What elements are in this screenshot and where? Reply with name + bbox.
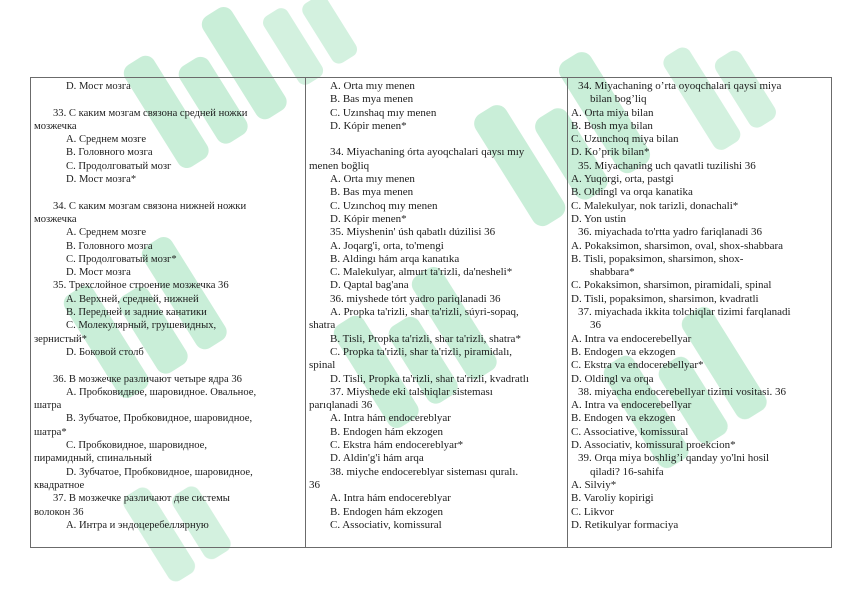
text-line bbox=[568, 346, 831, 359]
line-text: C. Uzınshaq mıy menen bbox=[330, 106, 437, 119]
line-text: 37. Miyshede eki talshiqlar sisteması bbox=[330, 385, 493, 398]
line-text: пирамидный, спинальный bbox=[34, 453, 152, 465]
text-line bbox=[306, 146, 567, 159]
line-text: D. Ko’prik bilan* bbox=[571, 146, 650, 159]
text-line bbox=[31, 253, 305, 266]
line-text: квадратное bbox=[34, 479, 85, 491]
text-line bbox=[306, 293, 567, 306]
text-line bbox=[568, 333, 831, 346]
line-text: D. Мост мозга bbox=[66, 267, 131, 279]
line-text: C. Продолговатый мозг bbox=[66, 160, 172, 172]
text-line bbox=[568, 107, 831, 120]
line-text: 34. Miyachaning órta ayoqchalari qaysı mıy bbox=[330, 146, 525, 159]
line-text: A. Propka ta'rizli, shar ta'rizli, súyri-sopaq, bbox=[330, 306, 519, 319]
line-text: parıqlanadi 36 bbox=[309, 399, 373, 412]
text-line bbox=[31, 226, 305, 239]
text-line bbox=[306, 333, 567, 346]
line-text: шатра bbox=[34, 400, 62, 412]
text-line bbox=[306, 80, 567, 93]
line-text: 34. Miyachaning o’rta oyoqchalari qaysi miya bbox=[578, 80, 782, 92]
text-line bbox=[306, 492, 567, 505]
line-text: 34. С каким мозгам связона нижней ножки bbox=[53, 200, 247, 212]
line-text: B. Aldingı hám arqa kanatıka bbox=[330, 252, 460, 265]
text-line bbox=[31, 492, 305, 505]
column-lines bbox=[31, 78, 305, 532]
line-text: D. Associativ, komissural proekcion* bbox=[571, 439, 736, 452]
line-text: A. Intra hám endocereblyar bbox=[330, 412, 451, 425]
text-line bbox=[306, 399, 567, 412]
text-line bbox=[31, 399, 305, 412]
text-line bbox=[568, 253, 831, 266]
line-text: B. Bosh mya bilan bbox=[571, 119, 653, 132]
text-line bbox=[568, 466, 831, 479]
text-line bbox=[31, 359, 305, 372]
text-line bbox=[31, 293, 305, 306]
line-text: A. Intra va endocerebellyar bbox=[571, 399, 692, 412]
line-text: A. Среднем мозге bbox=[66, 227, 147, 239]
text-line bbox=[31, 452, 305, 465]
line-text: D. Зубчатое, Пробковидное, шаровидное, bbox=[66, 466, 253, 478]
line-text: D. Мост мозга* bbox=[66, 174, 137, 186]
line-text: шатра* bbox=[34, 426, 67, 438]
text-line bbox=[31, 346, 305, 359]
text-line bbox=[568, 160, 831, 173]
text-line bbox=[568, 452, 831, 465]
line-text: A. Пробковидное, шаровидное. Овальное, bbox=[66, 386, 257, 398]
line-text: bilan bog’liq bbox=[590, 93, 647, 106]
line-text: B. Varoliy kopirigi bbox=[571, 492, 654, 505]
column-russian bbox=[30, 77, 306, 548]
line-text: D. Боковой столб bbox=[66, 346, 144, 358]
text-line bbox=[306, 226, 567, 239]
line-text: C. Associative, komissural bbox=[571, 425, 689, 438]
line-text: A. Orta mıy menen bbox=[330, 173, 415, 186]
text-line bbox=[306, 200, 567, 213]
text-line bbox=[306, 426, 567, 439]
text-line bbox=[568, 399, 831, 412]
text-line bbox=[31, 279, 305, 292]
line-text: 33. С каким мозгам связона средней ножки bbox=[53, 107, 248, 119]
text-line bbox=[568, 519, 831, 532]
line-text: spinal bbox=[309, 359, 336, 372]
text-line bbox=[306, 386, 567, 399]
line-text: B. Зубчатое, Пробковидное, шаровидное, bbox=[66, 413, 253, 425]
text-line bbox=[31, 240, 305, 253]
text-line bbox=[31, 439, 305, 452]
line-text: A. Joqarg'i, orta, to'mengi bbox=[330, 239, 444, 252]
line-text: D. Мост мозга bbox=[66, 81, 131, 92]
line-text: 36 bbox=[309, 478, 320, 491]
text-line bbox=[31, 173, 305, 186]
line-text: волокон 36 bbox=[34, 506, 84, 518]
text-line bbox=[568, 226, 831, 239]
text-line bbox=[31, 373, 305, 386]
line-text: 37. miyachada ikkita tolchiqlar tizimi farqlanadi bbox=[578, 306, 791, 319]
line-text: 38. miyche endocereblyar sisteması quralı. bbox=[330, 465, 519, 478]
text-line bbox=[568, 133, 831, 146]
line-text: мозжечка bbox=[34, 120, 77, 132]
line-text: C. Молекулярный, грушевидных, bbox=[66, 320, 217, 332]
text-line bbox=[306, 213, 567, 226]
text-line bbox=[31, 319, 305, 332]
line-text: A. Orta miya bilan bbox=[571, 106, 654, 119]
text-line bbox=[568, 373, 831, 386]
line-text: D. Yon ustin bbox=[571, 212, 627, 225]
text-line bbox=[568, 186, 831, 199]
line-text: A. Orta mıy menen bbox=[330, 80, 415, 92]
text-line bbox=[306, 373, 567, 386]
text-line bbox=[31, 479, 305, 492]
text-line bbox=[306, 107, 567, 120]
text-line bbox=[568, 80, 831, 93]
text-line bbox=[306, 120, 567, 133]
line-text: D. Retikulyar formaciya bbox=[571, 518, 679, 531]
line-text: 36 bbox=[590, 319, 601, 332]
column-karakalpak bbox=[305, 77, 568, 548]
line-text: 35. Miyshenin' úsh qabatlı dúzilisi 36 bbox=[330, 226, 496, 239]
line-text: B. Головного мозга bbox=[66, 240, 153, 252]
line-text: B. Endogen hám ekzogen bbox=[330, 425, 444, 438]
text-line bbox=[31, 333, 305, 346]
line-text: C. Ekstra va endocerebellyar* bbox=[571, 359, 704, 372]
text-line bbox=[568, 279, 831, 292]
text-line bbox=[31, 412, 305, 425]
text-line bbox=[306, 266, 567, 279]
line-text: A. Верхней, средней, нижней bbox=[66, 293, 199, 305]
line-text: A. Pokaksimon, sharsimon, oval, shox-shabbara bbox=[571, 239, 784, 252]
text-line bbox=[306, 253, 567, 266]
text-line bbox=[306, 306, 567, 319]
line-text: 36. miyshede tórt yadro pariqlanadi 36 bbox=[330, 292, 501, 305]
text-line bbox=[306, 133, 567, 146]
line-text: B. Головного мозга bbox=[66, 147, 153, 159]
text-line bbox=[306, 160, 567, 173]
line-text: B. Endogen va ekzogen bbox=[571, 345, 676, 358]
line-text: D. Aldin'g'i hám arqa bbox=[330, 452, 424, 465]
line-text: зернистый* bbox=[34, 333, 87, 345]
text-line bbox=[31, 306, 305, 319]
line-text: C. Malekulyar, almurt ta'rizli, da'nesheli* bbox=[330, 266, 513, 279]
text-line bbox=[306, 466, 567, 479]
text-line bbox=[31, 186, 305, 199]
line-text: 38. miyacha endocerebellyar tizimi vositasi. 36 bbox=[578, 385, 787, 398]
question-sheet bbox=[30, 77, 832, 548]
text-line bbox=[31, 146, 305, 159]
text-line bbox=[568, 426, 831, 439]
text-line bbox=[568, 266, 831, 279]
text-line bbox=[568, 293, 831, 306]
text-line bbox=[31, 160, 305, 173]
line-text: 39. Orqa miya boshlig’i qanday yo'lni hosil bbox=[578, 452, 770, 465]
line-text: 36. miyachada to'rtta yadro fariqlanadi 36 bbox=[578, 226, 763, 239]
line-text: D. Oldingl va orqa bbox=[571, 372, 654, 385]
line-text: D. Qaptal bag'ana bbox=[330, 279, 409, 292]
line-text: 35. Miyachaning uch qavatli tuzilishi 36 bbox=[578, 159, 756, 172]
text-line bbox=[31, 133, 305, 146]
text-line bbox=[31, 200, 305, 213]
text-line bbox=[568, 213, 831, 226]
line-text: мозжечка bbox=[34, 213, 77, 225]
text-line bbox=[31, 506, 305, 519]
line-text: qiladi? 16-sahifa bbox=[590, 465, 664, 478]
text-line bbox=[306, 506, 567, 519]
text-line bbox=[31, 93, 305, 106]
line-text: A. Интра и эндоцеребеллярную bbox=[66, 519, 209, 531]
line-text: C. Пробковидное, шаровидное, bbox=[66, 440, 208, 452]
line-text: B. Endogen va ekzogen bbox=[571, 412, 676, 425]
line-text: C. Associativ, komissural bbox=[330, 518, 442, 531]
line-text: C. Продолговатый мозг* bbox=[66, 253, 177, 265]
text-line bbox=[568, 93, 831, 106]
line-text: C. Pokaksimon, sharsimon, piramidali, spinal bbox=[571, 279, 772, 292]
text-line bbox=[568, 386, 831, 399]
text-line bbox=[568, 439, 831, 452]
text-line bbox=[31, 120, 305, 133]
text-line bbox=[568, 306, 831, 319]
line-text: C. Malekulyar, nok tarizli, donachali* bbox=[571, 199, 739, 212]
line-text: C. Propka ta'rizli, shar ta'rizli, piramidalı, bbox=[330, 345, 513, 358]
text-line bbox=[306, 519, 567, 532]
text-line bbox=[306, 173, 567, 186]
line-text: A. Среднем мозге bbox=[66, 134, 147, 146]
line-text: A. Intra va endocerebellyar bbox=[571, 332, 692, 345]
line-text: shatra bbox=[309, 319, 336, 332]
line-text: D. Kópir menen* bbox=[330, 119, 407, 132]
text-line bbox=[568, 319, 831, 332]
line-text: C. Likvor bbox=[571, 505, 614, 518]
text-line bbox=[568, 412, 831, 425]
text-line bbox=[306, 412, 567, 425]
line-text: 37. В мозжечке различают две системы bbox=[53, 493, 230, 505]
line-text: D. Kópir menen* bbox=[330, 212, 407, 225]
line-text: D. Tisli, popaksimon, sharsimon, kvadratli bbox=[571, 292, 759, 305]
text-line bbox=[31, 519, 305, 532]
line-text: 35. Трехслойное строение мозжечка 36 bbox=[53, 280, 229, 292]
line-text: D. Tisli, Propka ta'rizli, shar ta'rizli, kvadratlı bbox=[330, 372, 529, 385]
column-uzbek bbox=[567, 77, 832, 548]
text-line bbox=[306, 359, 567, 372]
text-line bbox=[568, 146, 831, 159]
line-text: C. Uzunchoq miya bilan bbox=[571, 133, 679, 146]
text-line bbox=[31, 107, 305, 120]
line-text: C. Ekstra hám endocereblyar* bbox=[330, 439, 464, 452]
text-line bbox=[306, 240, 567, 253]
text-line bbox=[306, 346, 567, 359]
line-text: B. Tisli, Propka ta'rizli, shar ta'rizli, shatra* bbox=[330, 332, 521, 345]
text-line bbox=[31, 426, 305, 439]
line-text: menen bоğliq bbox=[309, 159, 370, 172]
text-line bbox=[31, 213, 305, 226]
text-line bbox=[306, 319, 567, 332]
line-text: A. Yuqorgi, orta, pastgi bbox=[571, 173, 674, 186]
line-text: B. Oldingl va orqa kanatika bbox=[571, 186, 693, 199]
line-text: B. Endogen hám ekzogen bbox=[330, 505, 444, 518]
text-line bbox=[568, 479, 831, 492]
text-line bbox=[568, 200, 831, 213]
text-line bbox=[306, 279, 567, 292]
text-line bbox=[306, 439, 567, 452]
line-text: C. Uzınchoq mıy menen bbox=[330, 199, 438, 212]
text-line bbox=[568, 173, 831, 186]
text-line bbox=[31, 80, 305, 93]
text-line bbox=[31, 386, 305, 399]
line-text: B. Bas mya menen bbox=[330, 93, 414, 106]
text-line bbox=[568, 240, 831, 253]
line-text: A. Silviy* bbox=[571, 478, 617, 491]
text-line bbox=[306, 186, 567, 199]
line-text: A. Intra hám endocereblyar bbox=[330, 492, 451, 505]
text-line bbox=[306, 452, 567, 465]
text-line bbox=[31, 266, 305, 279]
text-line bbox=[306, 93, 567, 106]
text-line bbox=[568, 120, 831, 133]
text-line bbox=[568, 359, 831, 372]
column-lines bbox=[306, 78, 567, 532]
line-text: B. Tisli, popaksimon, sharsimon, shox- bbox=[571, 252, 744, 265]
line-text: 36. В мозжечке различают четыре ядра 36 bbox=[53, 373, 242, 385]
line-text: B. Bas mya menen bbox=[330, 186, 414, 199]
text-line bbox=[306, 479, 567, 492]
column-lines bbox=[568, 78, 831, 532]
text-line bbox=[568, 492, 831, 505]
line-text: B. Передней и задние канатики bbox=[66, 307, 207, 319]
text-line bbox=[568, 506, 831, 519]
line-text: shabbara* bbox=[590, 266, 635, 279]
text-line bbox=[31, 466, 305, 479]
